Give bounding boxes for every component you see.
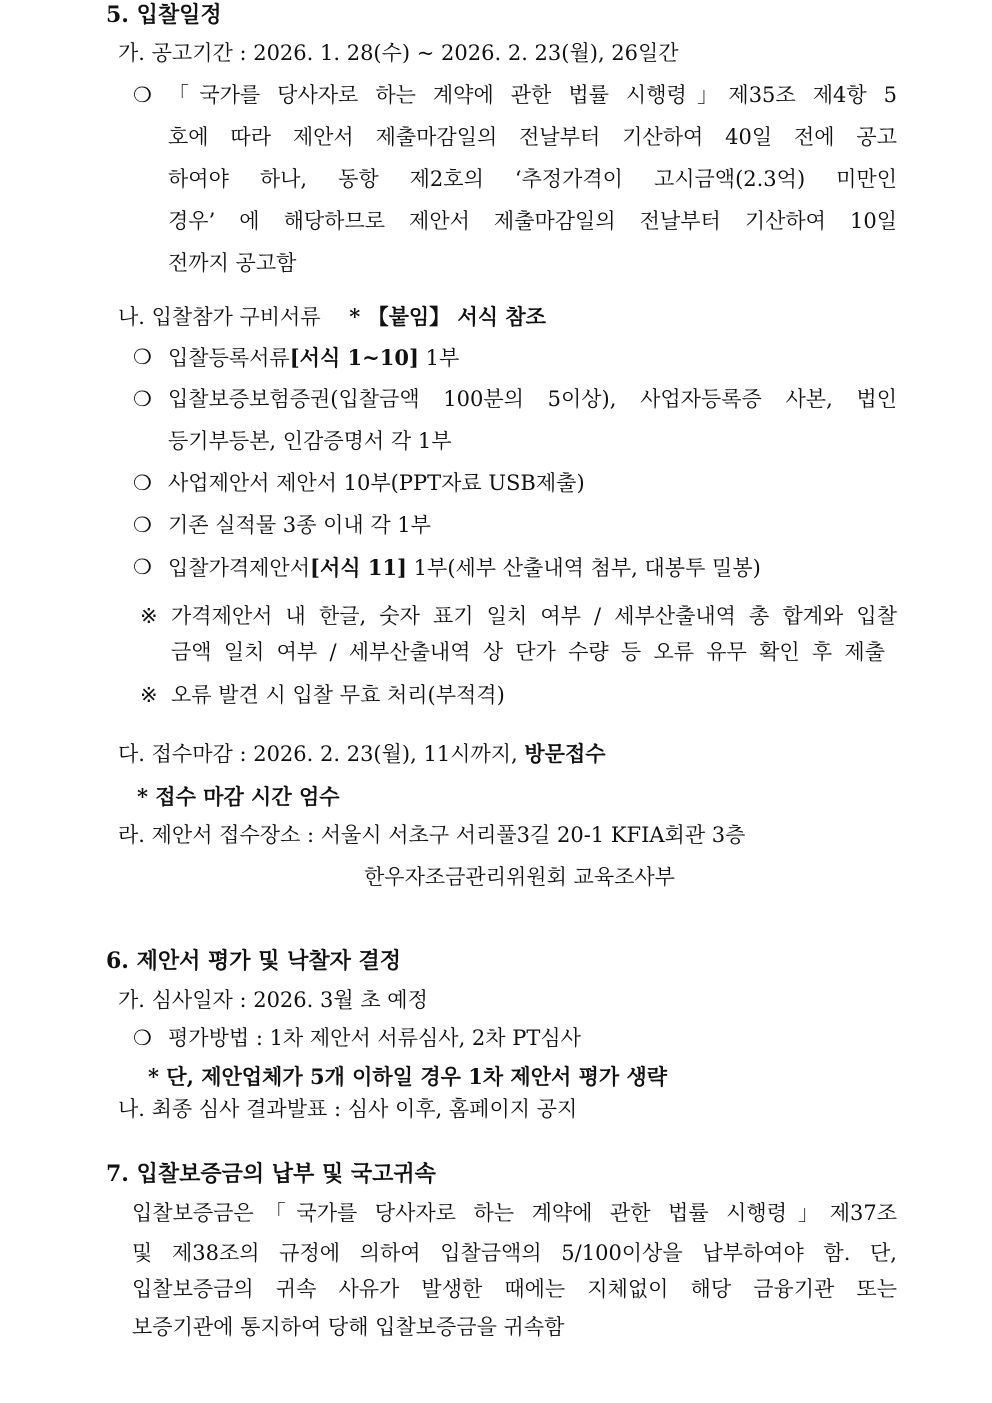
document-item-text: 입찰가격제안서 [168,556,311,580]
submission-department: 한우자조금관리위원회 교육조사부 [364,865,675,889]
evaluation-method: 평가방법 : 1차 제안서 서류심사, 2차 PT심사 [168,1026,581,1050]
announcement-note-line: 「국가를 당사자로 하는 계약에 관한 법률 시행령」제35조 제4항 5 [168,83,897,107]
document-item-text: 입찰등록서류 [168,346,290,370]
document-item [168,557,761,579]
warning-line: 오류 발견 시 입찰 무효 처리(부적격) [171,683,505,707]
bullet-icon: ❍ [133,345,152,369]
announcement-note-line: 전까지 공고함 [168,251,297,275]
announcement-note-line: 하여야 하나, 동항 제2호의 ‘추정가격이 고시금액(2.3억) 미만인 [168,167,897,191]
bid-bond-paragraph-line: 입찰보증금은「국가를 당사자로 하는 계약에 관한 법률 시행령」제37조 [132,1201,897,1225]
submission-deadline [118,743,606,765]
announcement-note-line: 경우’ 에 해당하므로 제안서 제출마감일의 전날부터 기산하여 10일 [168,209,897,233]
bullet-icon: ❍ [133,83,152,107]
attachment-reference: * 【붙임】 서식 참조 [349,304,546,329]
form-reference: [서식 1~10] [289,345,419,370]
deadline-text: 다. 접수마감 : 2026. 2. 23(월), 11시까지, [118,742,525,766]
submission-location: 라. 제안서 접수장소 : 서울시 서초구 서리풀3길 20-1 KFIA회관 3층 [118,823,746,847]
warning-line: 가격제안서 내 한글, 숫자 표기 일치 여부 / 세부산출내역 총 합계와 입찰 [171,604,897,628]
bullet-icon: ❍ [133,387,152,411]
warning-line: 금액 일치 여부 / 세부산출내역 상 단가 수량 등 오류 유무 확인 후 제출 [171,640,885,664]
document-item-count: 1부(세부 산출내역 첨부, 대봉투 밀봉) [407,556,761,580]
in-person-submission: 방문접수 [524,741,606,766]
reference-mark-icon: ※ [140,683,158,707]
bullet-icon: ❍ [133,555,152,579]
bid-bond-paragraph-line: 입찰보증금의 귀속 사유가 발생한 때에는 지체없이 해당 금융기관 또는 [132,1277,897,1301]
announcement-period: 가. 공고기간 : 2026. 1. 28(수) ~ 2026. 2. 23(월), 26일간 [118,41,679,65]
bullet-icon: ❍ [133,513,152,537]
document-item [168,347,459,369]
section-5-title: 5. 입찰일정 [106,2,222,28]
bullet-icon: ❍ [133,471,152,495]
required-documents-heading [118,306,546,328]
evaluation-note: * 단, 제안업체가 5개 이하일 경우 1차 제안서 평가 생략 [148,1064,668,1089]
reference-mark-icon: ※ [140,604,158,628]
section-6-title: 6. 제안서 평가 및 낙찰자 결정 [106,948,402,974]
deadline-note: * 접수 마감 시간 엄수 [137,784,340,809]
required-documents-label: 나. 입찰참가 구비서류 [118,305,321,329]
document-item: 사업제안서 제안서 10부(PPT자료 USB제출) [168,471,585,495]
document-item: 입찰보증보험증권(입찰금액 100분의 5이상), 사업자등록증 사본, 법인 [168,387,897,411]
bid-bond-paragraph-line: 보증기관에 통지하여 당해 입찰보증금을 귀속함 [132,1315,565,1339]
document-item: 기존 실적물 3종 이내 각 1부 [168,513,431,537]
section-7-title: 7. 입찰보증금의 납부 및 국고귀속 [106,1161,436,1187]
announcement-note-line: 호에 따라 제안서 제출마감일의 전날부터 기산하여 40일 전에 공고 [168,125,897,149]
review-date: 가. 심사일자 : 2026. 3월 초 예정 [118,988,428,1012]
bid-bond-paragraph-line: 및 제38조의 규정에 의하여 입찰금액의 5/100이상을 납부하여야 함. 단, [132,1241,897,1265]
document-item-count: 1부 [418,346,460,370]
form-reference: [서식 11] [310,555,407,580]
bullet-icon: ❍ [133,1026,152,1050]
document-item: 등기부등본, 인감증명서 각 1부 [168,429,452,453]
final-result-announcement: 나. 최종 심사 결과발표 : 심사 이후, 홈페이지 공지 [118,1097,578,1121]
